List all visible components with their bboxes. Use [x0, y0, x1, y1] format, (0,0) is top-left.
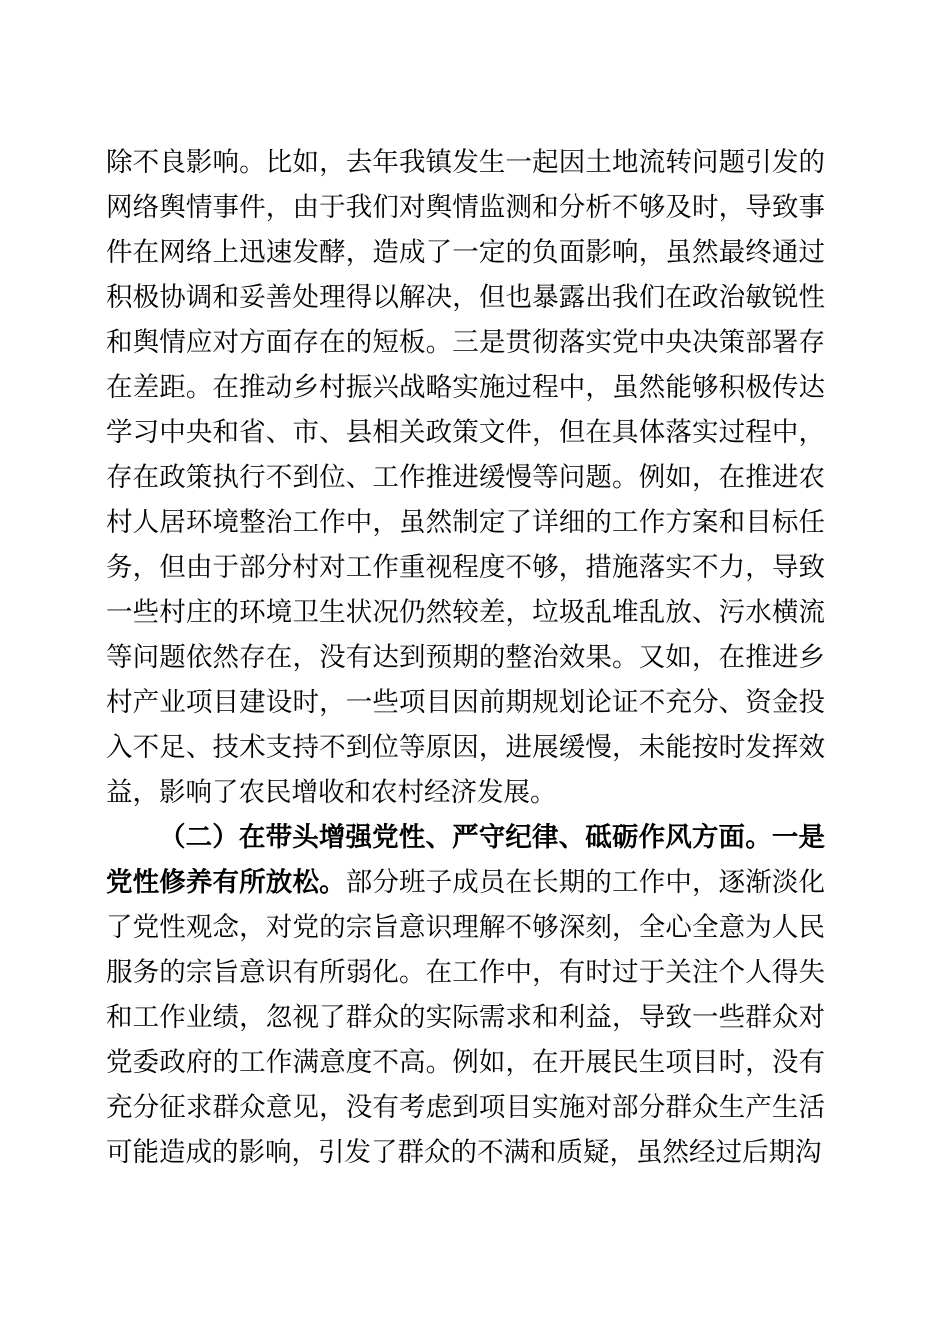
paragraph: [106, 140, 825, 815]
body-text: 部分班子成员在长期的工作中，逐渐淡化了党性观念，对党的宗旨意识理解不够深刻，全心全意为人民服务的宗旨意识有所弱化。在工作中，有时过于关注个人得失和工作业绩，忽视了群众的实际需求和利益，导致一些群众对党委政府的工作满意度不高。例如，在开展民生项目时，没有充分征求群众意见，没有考虑到项目实施对部分群众生产生活可能造成的影响，引发了群众的不满和质疑，虽然经过后期沟: [106, 867, 826, 1167]
emphasis-text: （二）在带头增强党性、严守纪律、砥砺作风方面。一是党性修养有所放松。: [106, 822, 825, 897]
paragraph: [106, 815, 825, 1175]
document-body: [106, 140, 825, 1175]
body-text: 除不良影响。比如，去年我镇发生一起因土地流转问题引发的网络舆情事件，由于我们对舆情监测和分析不够及时，导致事件在网络上迅速发酵，造成了一定的负面影响，虽然最终通过积极协调和妥善处理得以解决，但也暴露出我们在政治敏锐性和舆情应对方面存在的短板。三是贯彻落实党中央决策部署存在差距。在推动乡村振兴战略实施过程中，虽然能够积极传达学习中央和省、市、县相关政策文件，但在具体落实过程中，存在政策执行不到位、工作推进缓慢等问题。例如，在推进农村人居环境整治工作中，虽然制定了详细的工作方案和目标任务，但由于部分村对工作重视程度不够，措施落实不力，导致一些村庄的环境卫生状况仍然较差，垃圾乱堆乱放、污水横流等问题依然存在，没有达到预期的整治效果。又如，在推进乡村产业项目建设时，一些项目因前期规划论证不充分、资金投入不足、技术支持不到位等原因，进展缓慢，未能按时发挥效益，影响了农民增收和农村经济发展。: [106, 147, 825, 807]
